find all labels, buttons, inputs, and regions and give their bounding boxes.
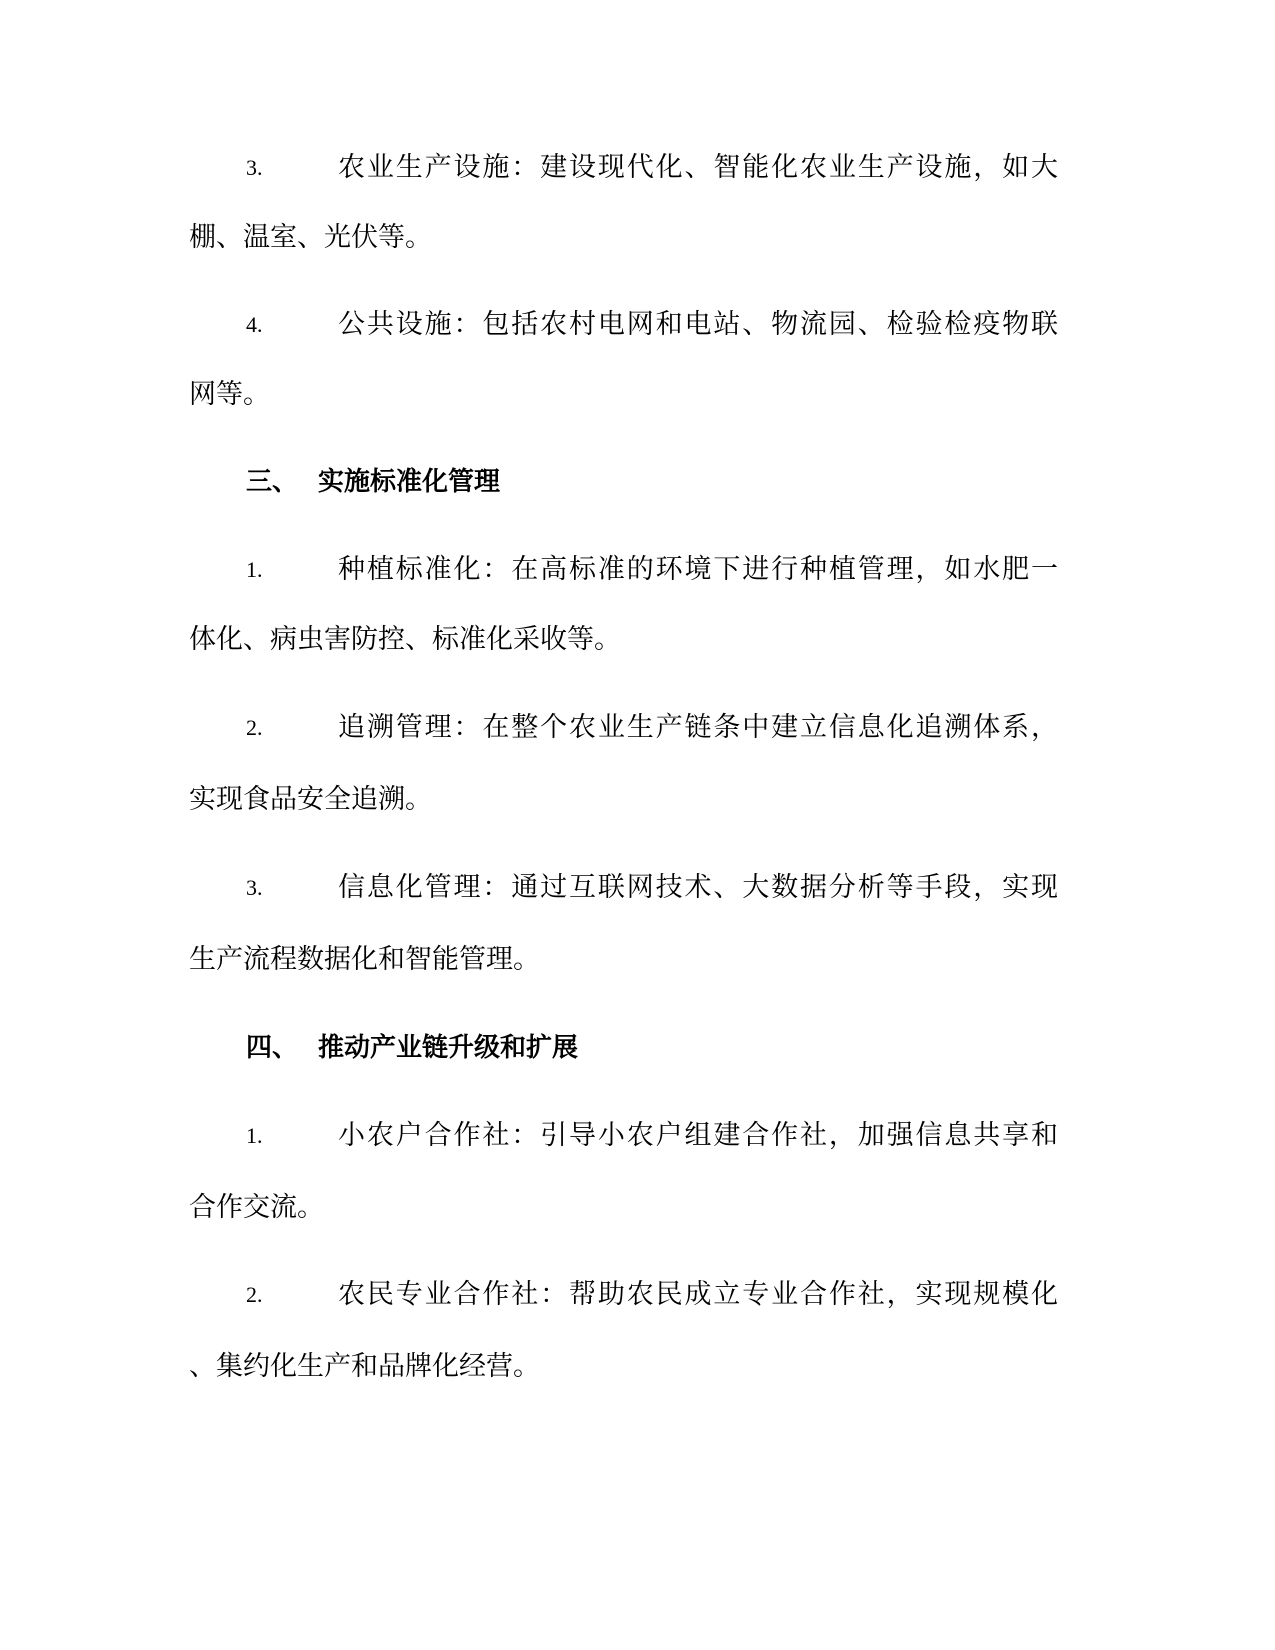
list-item-text-continued: 网等。 [189,379,270,410]
list-item-continuation [0,1347,1275,1387]
list-item-text: 种植标准化：在高标准的环境下进行种植管理，如水肥一 [338,554,1058,585]
list-item-text: 公共设施：包括农村电网和电站、物流园、检验检疫物联 [338,309,1058,340]
list-item [0,1116,1275,1156]
list-item-number: 1. [246,1123,263,1148]
section-number: 四、 [246,1033,299,1063]
list-item [0,148,1275,188]
list-item-text-continued: 生产流程数据化和智能管理。 [189,944,540,975]
list-item-number: 4. [246,312,263,337]
section-title: 推动产业链升级和扩展 [318,1033,579,1063]
list-item-text-continued: 、集约化生产和品牌化经营。 [189,1351,540,1382]
section-heading [0,1028,1275,1068]
list-item-number: 2. [246,1282,263,1307]
list-item-continuation [0,218,1275,258]
list-item-text: 农业生产设施：建设现代化、智能化农业生产设施，如大 [338,152,1058,183]
section-heading [0,462,1275,502]
list-item [0,708,1275,748]
list-item-continuation [0,1188,1275,1228]
list-item-text: 农民专业合作社：帮助农民成立专业合作社，实现规模化 [338,1279,1058,1310]
list-item-text-continued: 体化、病虫害防控、标准化采收等。 [189,624,621,655]
list-item-number: 1. [246,557,263,582]
list-item-number: 3. [246,875,263,900]
list-item-continuation [0,780,1275,820]
list-item-text: 追溯管理：在整个农业生产链条中建立信息化追溯体系， [338,712,1058,743]
list-item-number: 2. [246,715,263,740]
list-item-continuation [0,940,1275,980]
list-item [0,550,1275,590]
list-item [0,1275,1275,1315]
list-item-text-continued: 实现食品安全追溯。 [189,784,432,815]
list-item-number: 3. [246,155,263,180]
list-item [0,868,1275,908]
list-item-text-continued: 棚、温室、光伏等。 [189,222,432,253]
list-item-continuation [0,375,1275,415]
list-item [0,305,1275,345]
list-item-text: 小农户合作社：引导小农户组建合作社，加强信息共享和 [338,1120,1058,1151]
list-item-text: 信息化管理：通过互联网技术、大数据分析等手段，实现 [338,872,1058,903]
section-title: 实施标准化管理 [318,467,501,497]
list-item-text-continued: 合作交流。 [189,1192,324,1223]
list-item-continuation [0,620,1275,660]
section-number: 三、 [246,467,299,497]
